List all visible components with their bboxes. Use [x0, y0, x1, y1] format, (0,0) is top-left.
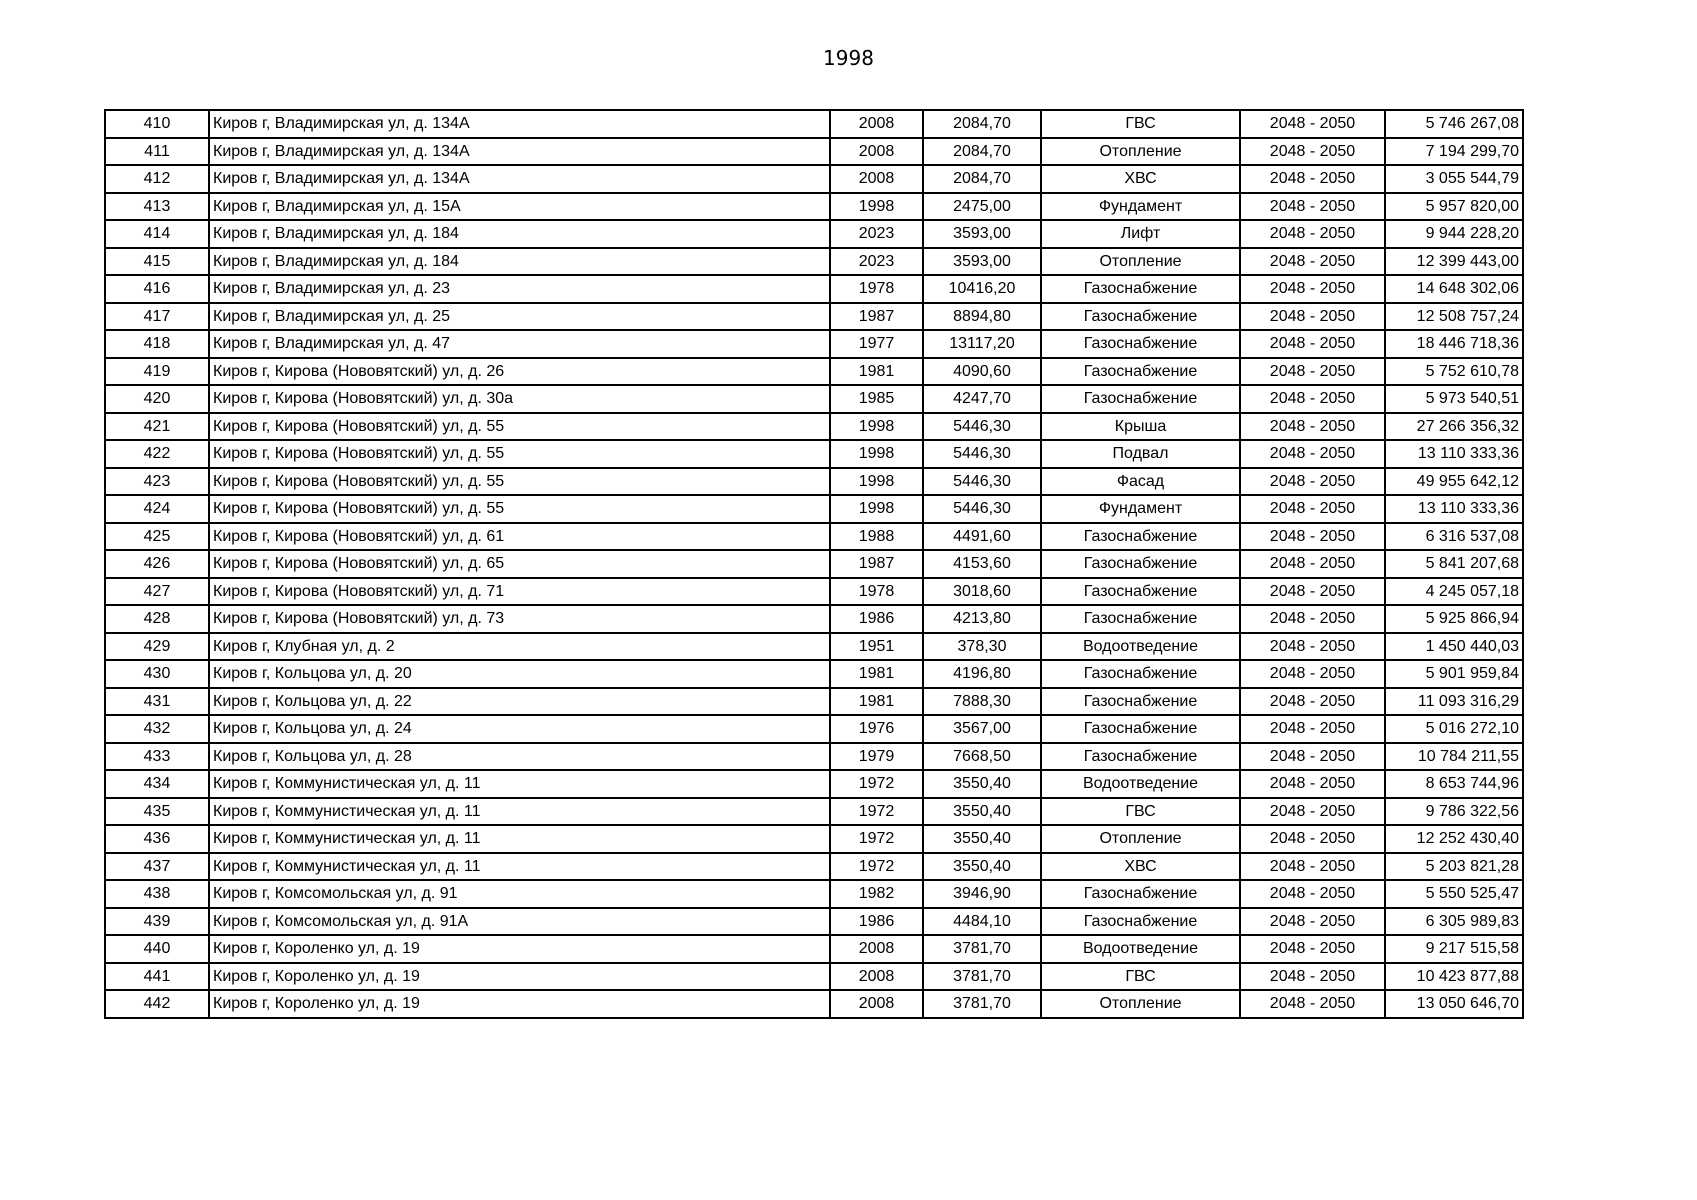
row-number-cell: 416 — [105, 275, 209, 303]
table-row — [105, 990, 1523, 1018]
row-number-cell: 422 — [105, 440, 209, 468]
build-year-cell: 1972 — [830, 770, 923, 798]
row-number-cell: 442 — [105, 990, 209, 1018]
work-type-cell: Газоснабжение — [1041, 330, 1240, 358]
address-cell: Киров г, Владимирская ул, д. 25 — [209, 303, 830, 331]
table-row — [105, 770, 1523, 798]
table-row — [105, 963, 1523, 991]
build-year-cell: 1978 — [830, 275, 923, 303]
area-cell: 2084,70 — [923, 138, 1041, 166]
row-number-cell: 429 — [105, 633, 209, 661]
build-year-cell: 1981 — [830, 358, 923, 386]
address-cell: Киров г, Комсомольская ул, д. 91А — [209, 908, 830, 936]
table-row — [105, 523, 1523, 551]
address-cell: Киров г, Владимирская ул, д. 184 — [209, 220, 830, 248]
build-year-cell: 1979 — [830, 743, 923, 771]
work-type-cell: ХВС — [1041, 165, 1240, 193]
work-type-cell: Газоснабжение — [1041, 908, 1240, 936]
period-cell: 2048 - 2050 — [1240, 248, 1385, 276]
row-number-cell: 411 — [105, 138, 209, 166]
address-cell: Киров г, Кирова (Нововятский) ул, д. 55 — [209, 468, 830, 496]
address-cell: Киров г, Короленко ул, д. 19 — [209, 990, 830, 1018]
cost-cell: 6 316 537,08 — [1385, 523, 1523, 551]
table-row — [105, 853, 1523, 881]
work-type-cell: Водоотведение — [1041, 633, 1240, 661]
build-year-cell: 1998 — [830, 440, 923, 468]
cost-cell: 13 110 333,36 — [1385, 440, 1523, 468]
address-cell: Киров г, Кирова (Нововятский) ул, д. 55 — [209, 413, 830, 441]
build-year-cell: 1972 — [830, 825, 923, 853]
row-number-cell: 432 — [105, 715, 209, 743]
build-year-cell: 2008 — [830, 138, 923, 166]
period-cell: 2048 - 2050 — [1240, 660, 1385, 688]
table-row — [105, 468, 1523, 496]
cost-cell: 12 252 430,40 — [1385, 825, 1523, 853]
area-cell: 4491,60 — [923, 523, 1041, 551]
build-year-cell: 1951 — [830, 633, 923, 661]
work-type-cell: Газоснабжение — [1041, 578, 1240, 606]
build-year-cell: 1986 — [830, 908, 923, 936]
period-cell: 2048 - 2050 — [1240, 385, 1385, 413]
cost-cell: 7 194 299,70 — [1385, 138, 1523, 166]
address-cell: Киров г, Коммунистическая ул, д. 11 — [209, 853, 830, 881]
work-type-cell: Фасад — [1041, 468, 1240, 496]
area-cell: 5446,30 — [923, 495, 1041, 523]
build-year-cell: 1978 — [830, 578, 923, 606]
work-type-cell: Газоснабжение — [1041, 605, 1240, 633]
period-cell: 2048 - 2050 — [1240, 908, 1385, 936]
area-cell: 2475,00 — [923, 193, 1041, 221]
build-year-cell: 1977 — [830, 330, 923, 358]
area-cell: 3550,40 — [923, 825, 1041, 853]
build-year-cell: 2023 — [830, 220, 923, 248]
table-row — [105, 165, 1523, 193]
area-cell: 7888,30 — [923, 688, 1041, 716]
period-cell: 2048 - 2050 — [1240, 303, 1385, 331]
cost-cell: 11 093 316,29 — [1385, 688, 1523, 716]
period-cell: 2048 - 2050 — [1240, 578, 1385, 606]
area-cell: 7668,50 — [923, 743, 1041, 771]
table-row — [105, 798, 1523, 826]
cost-cell: 49 955 642,12 — [1385, 468, 1523, 496]
row-number-cell: 437 — [105, 853, 209, 881]
cost-cell: 9 217 515,58 — [1385, 935, 1523, 963]
area-cell: 3593,00 — [923, 248, 1041, 276]
address-cell: Киров г, Короленко ул, д. 19 — [209, 935, 830, 963]
work-type-cell: Газоснабжение — [1041, 303, 1240, 331]
cost-cell: 5 746 267,08 — [1385, 110, 1523, 138]
row-number-cell: 427 — [105, 578, 209, 606]
work-type-cell: Газоснабжение — [1041, 743, 1240, 771]
row-number-cell: 420 — [105, 385, 209, 413]
cost-cell: 5 752 610,78 — [1385, 358, 1523, 386]
area-cell: 3567,00 — [923, 715, 1041, 743]
period-cell: 2048 - 2050 — [1240, 495, 1385, 523]
address-cell: Киров г, Владимирская ул, д. 134А — [209, 138, 830, 166]
build-year-cell: 1998 — [830, 495, 923, 523]
row-number-cell: 428 — [105, 605, 209, 633]
table-row — [105, 578, 1523, 606]
address-cell: Киров г, Коммунистическая ул, д. 11 — [209, 770, 830, 798]
build-year-cell: 2023 — [830, 248, 923, 276]
area-cell: 13117,20 — [923, 330, 1041, 358]
work-type-cell: Газоснабжение — [1041, 688, 1240, 716]
period-cell: 2048 - 2050 — [1240, 743, 1385, 771]
table-row — [105, 880, 1523, 908]
cost-cell: 5 841 207,68 — [1385, 550, 1523, 578]
build-year-cell: 1998 — [830, 413, 923, 441]
table-row — [105, 688, 1523, 716]
address-cell: Киров г, Кольцова ул, д. 24 — [209, 715, 830, 743]
build-year-cell: 2008 — [830, 110, 923, 138]
cost-cell: 12 399 443,00 — [1385, 248, 1523, 276]
cost-cell: 6 305 989,83 — [1385, 908, 1523, 936]
work-type-cell: ГВС — [1041, 963, 1240, 991]
work-type-cell: Лифт — [1041, 220, 1240, 248]
row-number-cell: 441 — [105, 963, 209, 991]
row-number-cell: 436 — [105, 825, 209, 853]
table-row — [105, 330, 1523, 358]
area-cell: 3593,00 — [923, 220, 1041, 248]
period-cell: 2048 - 2050 — [1240, 688, 1385, 716]
work-type-cell: Газоснабжение — [1041, 385, 1240, 413]
address-cell: Киров г, Владимирская ул, д. 134А — [209, 110, 830, 138]
address-cell: Киров г, Кольцова ул, д. 22 — [209, 688, 830, 716]
row-number-cell: 430 — [105, 660, 209, 688]
work-type-cell: Подвал — [1041, 440, 1240, 468]
address-cell: Киров г, Кирова (Нововятский) ул, д. 73 — [209, 605, 830, 633]
row-number-cell: 431 — [105, 688, 209, 716]
table-row — [105, 358, 1523, 386]
period-cell: 2048 - 2050 — [1240, 633, 1385, 661]
period-cell: 2048 - 2050 — [1240, 963, 1385, 991]
area-cell: 4484,10 — [923, 908, 1041, 936]
cost-cell: 5 957 820,00 — [1385, 193, 1523, 221]
area-cell: 3018,60 — [923, 578, 1041, 606]
address-cell: Киров г, Владимирская ул, д. 23 — [209, 275, 830, 303]
address-cell: Киров г, Кирова (Нововятский) ул, д. 26 — [209, 358, 830, 386]
row-number-cell: 412 — [105, 165, 209, 193]
address-cell: Киров г, Кирова (Нововятский) ул, д. 65 — [209, 550, 830, 578]
work-type-cell: Крыша — [1041, 413, 1240, 441]
area-cell: 3550,40 — [923, 798, 1041, 826]
cost-cell: 27 266 356,32 — [1385, 413, 1523, 441]
page-number: 1998 — [823, 46, 874, 70]
work-type-cell: Газоснабжение — [1041, 715, 1240, 743]
period-cell: 2048 - 2050 — [1240, 468, 1385, 496]
table-row — [105, 193, 1523, 221]
work-type-cell: ГВС — [1041, 798, 1240, 826]
row-number-cell: 419 — [105, 358, 209, 386]
table-row — [105, 303, 1523, 331]
period-cell: 2048 - 2050 — [1240, 880, 1385, 908]
build-year-cell: 1986 — [830, 605, 923, 633]
table-row — [105, 495, 1523, 523]
work-type-cell: Газоснабжение — [1041, 275, 1240, 303]
build-year-cell: 1998 — [830, 468, 923, 496]
address-cell: Киров г, Владимирская ул, д. 184 — [209, 248, 830, 276]
area-cell: 3781,70 — [923, 990, 1041, 1018]
area-cell: 4196,80 — [923, 660, 1041, 688]
address-cell: Киров г, Кирова (Нововятский) ул, д. 55 — [209, 440, 830, 468]
row-number-cell: 413 — [105, 193, 209, 221]
period-cell: 2048 - 2050 — [1240, 770, 1385, 798]
row-number-cell: 433 — [105, 743, 209, 771]
build-year-cell: 2008 — [830, 165, 923, 193]
table-row — [105, 605, 1523, 633]
area-cell: 3550,40 — [923, 853, 1041, 881]
work-type-cell: Отопление — [1041, 825, 1240, 853]
row-number-cell: 417 — [105, 303, 209, 331]
address-cell: Киров г, Владимирская ул, д. 15А — [209, 193, 830, 221]
address-cell: Киров г, Кольцова ул, д. 20 — [209, 660, 830, 688]
period-cell: 2048 - 2050 — [1240, 413, 1385, 441]
area-cell: 8894,80 — [923, 303, 1041, 331]
period-cell: 2048 - 2050 — [1240, 825, 1385, 853]
table-row — [105, 633, 1523, 661]
cost-cell: 10 423 877,88 — [1385, 963, 1523, 991]
period-cell: 2048 - 2050 — [1240, 990, 1385, 1018]
row-number-cell: 414 — [105, 220, 209, 248]
row-number-cell: 435 — [105, 798, 209, 826]
build-year-cell: 1976 — [830, 715, 923, 743]
cost-cell: 5 203 821,28 — [1385, 853, 1523, 881]
address-cell: Киров г, Кирова (Нововятский) ул, д. 71 — [209, 578, 830, 606]
area-cell: 4090,60 — [923, 358, 1041, 386]
work-type-cell: Водоотведение — [1041, 770, 1240, 798]
area-cell: 3781,70 — [923, 963, 1041, 991]
build-year-cell: 1982 — [830, 880, 923, 908]
cost-cell: 14 648 302,06 — [1385, 275, 1523, 303]
table-row — [105, 138, 1523, 166]
build-year-cell: 1972 — [830, 798, 923, 826]
row-number-cell: 440 — [105, 935, 209, 963]
area-cell: 5446,30 — [923, 468, 1041, 496]
work-type-cell: Газоснабжение — [1041, 523, 1240, 551]
table-row — [105, 385, 1523, 413]
row-number-cell: 425 — [105, 523, 209, 551]
period-cell: 2048 - 2050 — [1240, 853, 1385, 881]
work-type-cell: Газоснабжение — [1041, 660, 1240, 688]
work-type-cell: Водоотведение — [1041, 935, 1240, 963]
row-number-cell: 410 — [105, 110, 209, 138]
address-cell: Киров г, Кирова (Нововятский) ул, д. 30а — [209, 385, 830, 413]
cost-cell: 9 786 322,56 — [1385, 798, 1523, 826]
period-cell: 2048 - 2050 — [1240, 220, 1385, 248]
area-cell: 4213,80 — [923, 605, 1041, 633]
period-cell: 2048 - 2050 — [1240, 715, 1385, 743]
area-cell: 4247,70 — [923, 385, 1041, 413]
period-cell: 2048 - 2050 — [1240, 605, 1385, 633]
area-cell: 4153,60 — [923, 550, 1041, 578]
cost-cell: 5 901 959,84 — [1385, 660, 1523, 688]
table-row — [105, 715, 1523, 743]
area-cell: 3946,90 — [923, 880, 1041, 908]
area-cell: 5446,30 — [923, 413, 1041, 441]
period-cell: 2048 - 2050 — [1240, 440, 1385, 468]
period-cell: 2048 - 2050 — [1240, 330, 1385, 358]
cost-cell: 9 944 228,20 — [1385, 220, 1523, 248]
period-cell: 2048 - 2050 — [1240, 110, 1385, 138]
build-year-cell: 2008 — [830, 990, 923, 1018]
cost-cell: 5 550 525,47 — [1385, 880, 1523, 908]
address-cell: Киров г, Коммунистическая ул, д. 11 — [209, 798, 830, 826]
cost-cell: 5 925 866,94 — [1385, 605, 1523, 633]
area-cell: 3550,40 — [923, 770, 1041, 798]
row-number-cell: 424 — [105, 495, 209, 523]
period-cell: 2048 - 2050 — [1240, 523, 1385, 551]
build-year-cell: 2008 — [830, 963, 923, 991]
address-cell: Киров г, Кольцова ул, д. 28 — [209, 743, 830, 771]
build-year-cell: 1987 — [830, 303, 923, 331]
period-cell: 2048 - 2050 — [1240, 935, 1385, 963]
build-year-cell: 1998 — [830, 193, 923, 221]
table-row — [105, 660, 1523, 688]
table-row — [105, 110, 1523, 138]
row-number-cell: 415 — [105, 248, 209, 276]
table-row — [105, 825, 1523, 853]
address-cell: Киров г, Кирова (Нововятский) ул, д. 55 — [209, 495, 830, 523]
cost-cell: 8 653 744,96 — [1385, 770, 1523, 798]
cost-cell: 1 450 440,03 — [1385, 633, 1523, 661]
table-row — [105, 908, 1523, 936]
work-type-cell: ХВС — [1041, 853, 1240, 881]
work-type-cell: Фундамент — [1041, 495, 1240, 523]
table-row — [105, 220, 1523, 248]
address-cell: Киров г, Кирова (Нововятский) ул, д. 61 — [209, 523, 830, 551]
work-type-cell: Отопление — [1041, 138, 1240, 166]
cost-cell: 10 784 211,55 — [1385, 743, 1523, 771]
row-number-cell: 426 — [105, 550, 209, 578]
table-row — [105, 440, 1523, 468]
cost-cell: 3 055 544,79 — [1385, 165, 1523, 193]
cost-cell: 18 446 718,36 — [1385, 330, 1523, 358]
cost-cell: 12 508 757,24 — [1385, 303, 1523, 331]
row-number-cell: 418 — [105, 330, 209, 358]
row-number-cell: 421 — [105, 413, 209, 441]
cost-cell: 4 245 057,18 — [1385, 578, 1523, 606]
build-year-cell: 1985 — [830, 385, 923, 413]
period-cell: 2048 - 2050 — [1240, 798, 1385, 826]
address-cell: Киров г, Владимирская ул, д. 47 — [209, 330, 830, 358]
period-cell: 2048 - 2050 — [1240, 165, 1385, 193]
table-row — [105, 550, 1523, 578]
build-year-cell: 1988 — [830, 523, 923, 551]
address-cell: Киров г, Коммунистическая ул, д. 11 — [209, 825, 830, 853]
cost-cell: 13 050 646,70 — [1385, 990, 1523, 1018]
work-type-cell: Газоснабжение — [1041, 550, 1240, 578]
address-cell: Киров г, Короленко ул, д. 19 — [209, 963, 830, 991]
address-cell: Киров г, Владимирская ул, д. 134А — [209, 165, 830, 193]
area-cell: 378,30 — [923, 633, 1041, 661]
period-cell: 2048 - 2050 — [1240, 550, 1385, 578]
area-cell: 2084,70 — [923, 165, 1041, 193]
table-row — [105, 248, 1523, 276]
build-year-cell: 1987 — [830, 550, 923, 578]
row-number-cell: 423 — [105, 468, 209, 496]
work-type-cell: Газоснабжение — [1041, 880, 1240, 908]
period-cell: 2048 - 2050 — [1240, 193, 1385, 221]
registry-body — [105, 110, 1523, 1018]
row-number-cell: 434 — [105, 770, 209, 798]
work-type-cell: Фундамент — [1041, 193, 1240, 221]
table-row — [105, 413, 1523, 441]
build-year-cell: 1981 — [830, 660, 923, 688]
area-cell: 2084,70 — [923, 110, 1041, 138]
row-number-cell: 439 — [105, 908, 209, 936]
address-cell: Киров г, Клубная ул, д. 2 — [209, 633, 830, 661]
period-cell: 2048 - 2050 — [1240, 358, 1385, 386]
address-cell: Киров г, Комсомольская ул, д. 91 — [209, 880, 830, 908]
period-cell: 2048 - 2050 — [1240, 275, 1385, 303]
table-row — [105, 275, 1523, 303]
area-cell: 10416,20 — [923, 275, 1041, 303]
build-year-cell: 1972 — [830, 853, 923, 881]
table-row — [105, 935, 1523, 963]
area-cell: 5446,30 — [923, 440, 1041, 468]
row-number-cell: 438 — [105, 880, 209, 908]
work-type-cell: Газоснабжение — [1041, 358, 1240, 386]
work-type-cell: Отопление — [1041, 248, 1240, 276]
period-cell: 2048 - 2050 — [1240, 138, 1385, 166]
work-type-cell: ГВС — [1041, 110, 1240, 138]
build-year-cell: 1981 — [830, 688, 923, 716]
cost-cell: 13 110 333,36 — [1385, 495, 1523, 523]
build-year-cell: 2008 — [830, 935, 923, 963]
area-cell: 3781,70 — [923, 935, 1041, 963]
cost-cell: 5 973 540,51 — [1385, 385, 1523, 413]
cost-cell: 5 016 272,10 — [1385, 715, 1523, 743]
work-type-cell: Отопление — [1041, 990, 1240, 1018]
registry-table — [104, 109, 1524, 1019]
table-row — [105, 743, 1523, 771]
